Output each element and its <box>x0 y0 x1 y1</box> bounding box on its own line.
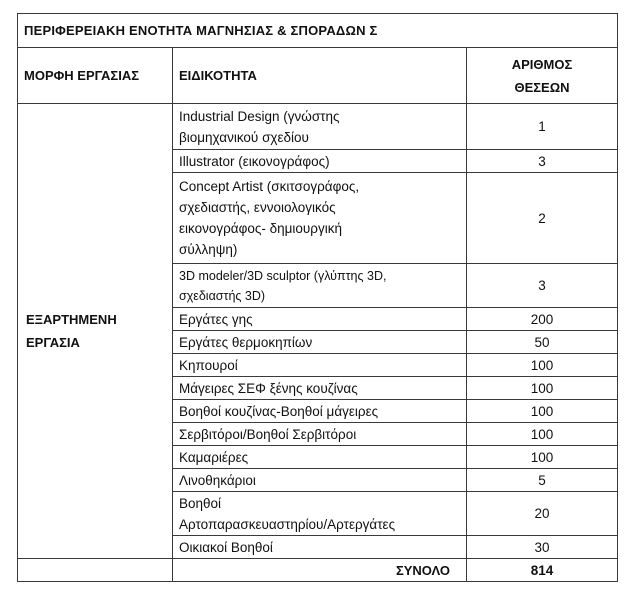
total-row <box>18 559 618 582</box>
positions-cell: 20 <box>467 492 618 536</box>
positions-cell: 50 <box>467 331 618 354</box>
specialty-line: σχεδιαστής 3D) <box>179 288 266 303</box>
specialty-cell <box>173 173 467 264</box>
work-type-line2: ΕΡΓΑΣΙΑ <box>26 335 80 350</box>
positions-cell: 200 <box>467 308 618 331</box>
positions-cell: 5 <box>467 469 618 492</box>
positions-cell: 3 <box>467 150 618 173</box>
header-specialty: ΕΙΔΙΚΟΤΗΤΑ <box>173 48 467 104</box>
specialty-line: Εργάτες θερμοκηπίων <box>179 334 313 350</box>
specialty-line: σχεδιαστής, εννοιολογικός <box>179 200 336 215</box>
specialty-line: Λινοθηκάριοι <box>179 472 256 488</box>
positions-table <box>17 13 618 582</box>
table-row <box>18 104 618 150</box>
specialty-cell <box>173 423 467 446</box>
positions-cell: 100 <box>467 354 618 377</box>
header-positions-line1: ΑΡΙΘΜΟΣ <box>511 57 573 72</box>
specialty-cell <box>173 150 467 173</box>
specialty-cell <box>173 536 467 559</box>
positions-cell: 30 <box>467 536 618 559</box>
specialty-cell <box>173 264 467 308</box>
specialty-line: εικονογράφος- δημιουργική <box>179 221 342 236</box>
positions-cell: 2 <box>467 173 618 264</box>
header-row <box>18 48 618 104</box>
specialty-line: Κηπουροί <box>179 357 238 373</box>
specialty-line: Εργάτες γης <box>179 311 253 327</box>
positions-cell: 3 <box>467 264 618 308</box>
positions-cell: 100 <box>467 446 618 469</box>
header-positions-line2: ΘΕΣΕΩΝ <box>514 80 570 95</box>
specialty-cell <box>173 492 467 536</box>
specialty-line: Concept Artist (σκιτσογράφος, <box>179 179 360 194</box>
specialty-cell <box>173 308 467 331</box>
specialty-line: Αρτοπαρασκευαστηρίου/Αρτεργάτες <box>179 516 396 532</box>
specialty-line: Σερβιτόροι/Βοηθοί Σερβιτόροι <box>179 426 357 442</box>
specialty-line: Μάγειρες ΣΕΦ ξένης κουζίνας <box>179 380 358 396</box>
header-positions <box>467 48 618 104</box>
total-empty-cell <box>18 559 173 582</box>
table-title: ΠΕΡΙΦΕΡΕΙΑΚΗ ΕΝΟΤΗΤΑ ΜΑΓΝΗΣΙΑΣ & ΣΠΟΡΑΔΩΝ Σ <box>18 14 618 48</box>
total-value: 814 <box>467 559 618 582</box>
specialty-cell <box>173 331 467 354</box>
specialty-cell <box>173 446 467 469</box>
specialty-line: Βοηθοί <box>179 495 222 511</box>
positions-cell: 1 <box>467 104 618 150</box>
work-type-line1: ΕΞΑΡΤΗΜΕΝΗ <box>26 312 117 327</box>
total-label: ΣΥΝΟΛΟ <box>173 559 467 582</box>
specialty-line: Industrial Design (γνώστης <box>179 108 340 124</box>
header-work-type: ΜΟΡΦΗ ΕΡΓΑΣΙΑΣ <box>18 48 173 104</box>
title-row <box>18 14 618 48</box>
specialty-cell <box>173 400 467 423</box>
specialty-cell <box>173 354 467 377</box>
specialty-cell <box>173 104 467 150</box>
specialty-line: βιομηχανικού σχεδίου <box>179 129 309 145</box>
work-type-cell <box>18 104 173 559</box>
specialty-line: 3D modeler/3D sculptor (γλύπτης 3D, <box>179 268 387 283</box>
specialty-line: Βοηθοί κουζίνας-Βοηθοί μάγειρες <box>179 403 379 419</box>
specialty-line: σύλληψη) <box>179 242 238 257</box>
specialty-cell <box>173 377 467 400</box>
specialty-line: Καμαριέρες <box>179 449 249 465</box>
positions-cell: 100 <box>467 423 618 446</box>
positions-cell: 100 <box>467 400 618 423</box>
specialty-line: Illustrator (εικονογράφος) <box>179 153 330 169</box>
specialty-cell <box>173 469 467 492</box>
positions-cell: 100 <box>467 377 618 400</box>
specialty-line: Οικιακοί Βοηθοί <box>179 539 273 555</box>
